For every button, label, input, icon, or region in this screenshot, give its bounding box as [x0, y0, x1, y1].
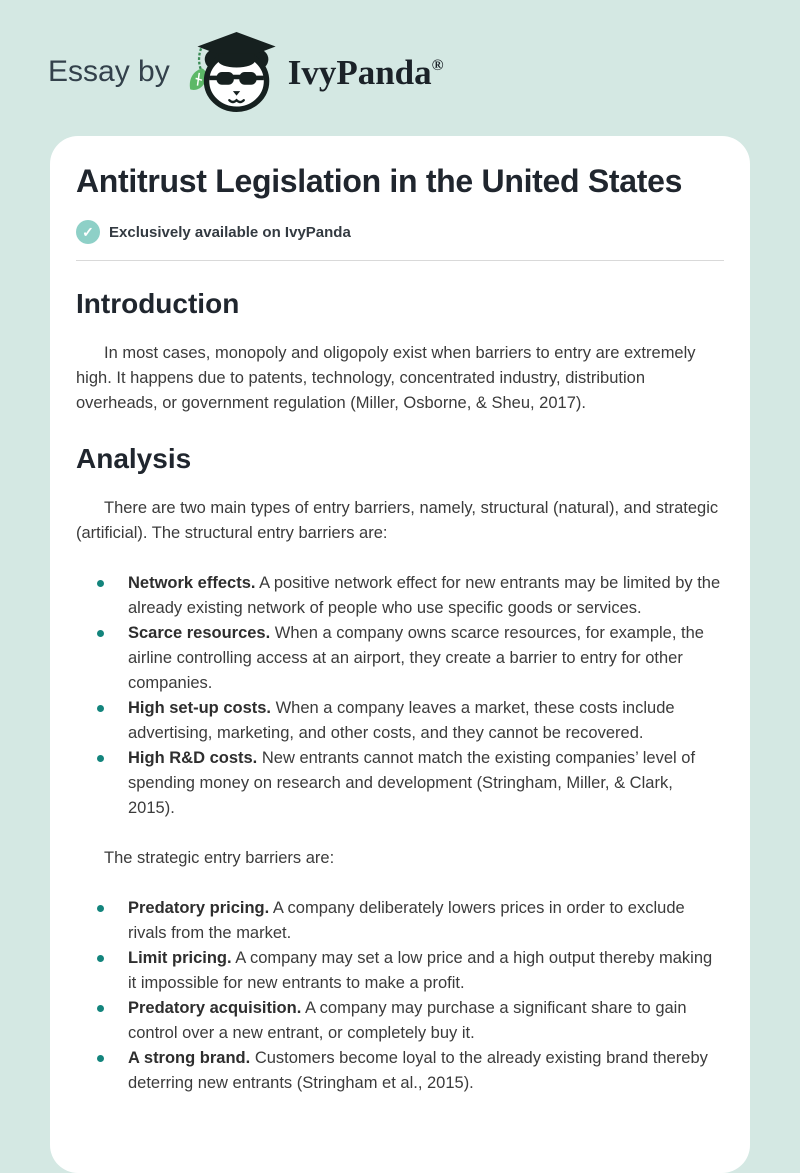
- divider: [76, 260, 724, 261]
- essay-title: Antitrust Legislation in the United States: [76, 163, 683, 199]
- list-item-term: High set-up costs.: [128, 699, 272, 717]
- list-item-text: A company may purchase a significant share to gain control over a new entrant, or completely buy it.: [128, 999, 687, 1042]
- list-item: [76, 696, 724, 746]
- availability-badge: [76, 220, 724, 244]
- list-item-term: High R&D costs.: [128, 749, 258, 767]
- list-item: [76, 621, 724, 696]
- list-item-text: A company deliberately lowers prices in order to exclude rivals from the market.: [128, 899, 685, 942]
- list-item: [76, 946, 724, 996]
- header: [0, 0, 800, 116]
- list-item: [76, 571, 724, 621]
- strategic-intro-paragraph: The strategic entry barriers are:: [104, 849, 335, 867]
- introduction-paragraph: In most cases, monopoly and oligopoly exist when barriers to entry are extremely high. It happens due to patents, technology, concentrated industry, distribution overheads, or government regulation (Miller, Osborne, & Sheu, 2017).: [76, 344, 696, 412]
- list-item-term: Predatory acquisition.: [128, 999, 302, 1017]
- list-item: [76, 1046, 724, 1096]
- essay-card: [50, 136, 750, 1173]
- list-item: [76, 746, 724, 821]
- list-item-text: A positive network effect for new entrants may be limited by the already existing network of people who use specific goods or services.: [128, 574, 721, 617]
- introduction-heading: Introduction: [76, 288, 240, 319]
- list-item: [76, 896, 724, 946]
- list-item-text: When a company leaves a market, these costs include advertising, marketing, and other costs, and they cannot be recovered.: [128, 699, 675, 742]
- list-item-term: Limit pricing.: [128, 949, 232, 967]
- list-item: [76, 996, 724, 1046]
- list-item-text: New entrants cannot match the existing companies’ level of spending money on research and development (Stringham, Miller, & Clark, 2015).: [128, 749, 696, 817]
- list-item-term: Network effects.: [128, 574, 256, 592]
- brand-link[interactable]: [182, 29, 444, 115]
- list-item-term: Scarce resources.: [128, 624, 271, 642]
- registered-mark: ®: [431, 56, 444, 74]
- structural-barriers-list: [76, 571, 724, 821]
- analysis-paragraph: There are two main types of entry barriers, namely, structural (natural), and strategic (artificial). The structural entry barriers are:: [76, 499, 719, 542]
- list-item-text: A company may set a low price and a high output thereby making it impossible for new entrants to make a profit.: [128, 949, 713, 992]
- analysis-heading: Analysis: [76, 443, 192, 474]
- panda-logo-icon: [182, 29, 282, 115]
- list-item-term: Predatory pricing.: [128, 899, 270, 917]
- brand-name: IvyPanda®: [287, 52, 444, 92]
- check-icon: ✓: [76, 220, 100, 244]
- list-item-text: When a company owns scarce resources, for example, the airline controlling access at an airport, they create a barrier to entry for other companies.: [128, 624, 704, 692]
- list-item-term: A strong brand.: [128, 1049, 251, 1067]
- essay-by-label: Essay by: [48, 55, 170, 88]
- availability-label: Exclusively available on IvyPanda: [109, 223, 351, 241]
- strategic-barriers-list: [76, 896, 724, 1096]
- list-item-text: Customers become loyal to the already existing brand thereby deterring new entrants (Stringham et al., 2015).: [128, 1049, 708, 1092]
